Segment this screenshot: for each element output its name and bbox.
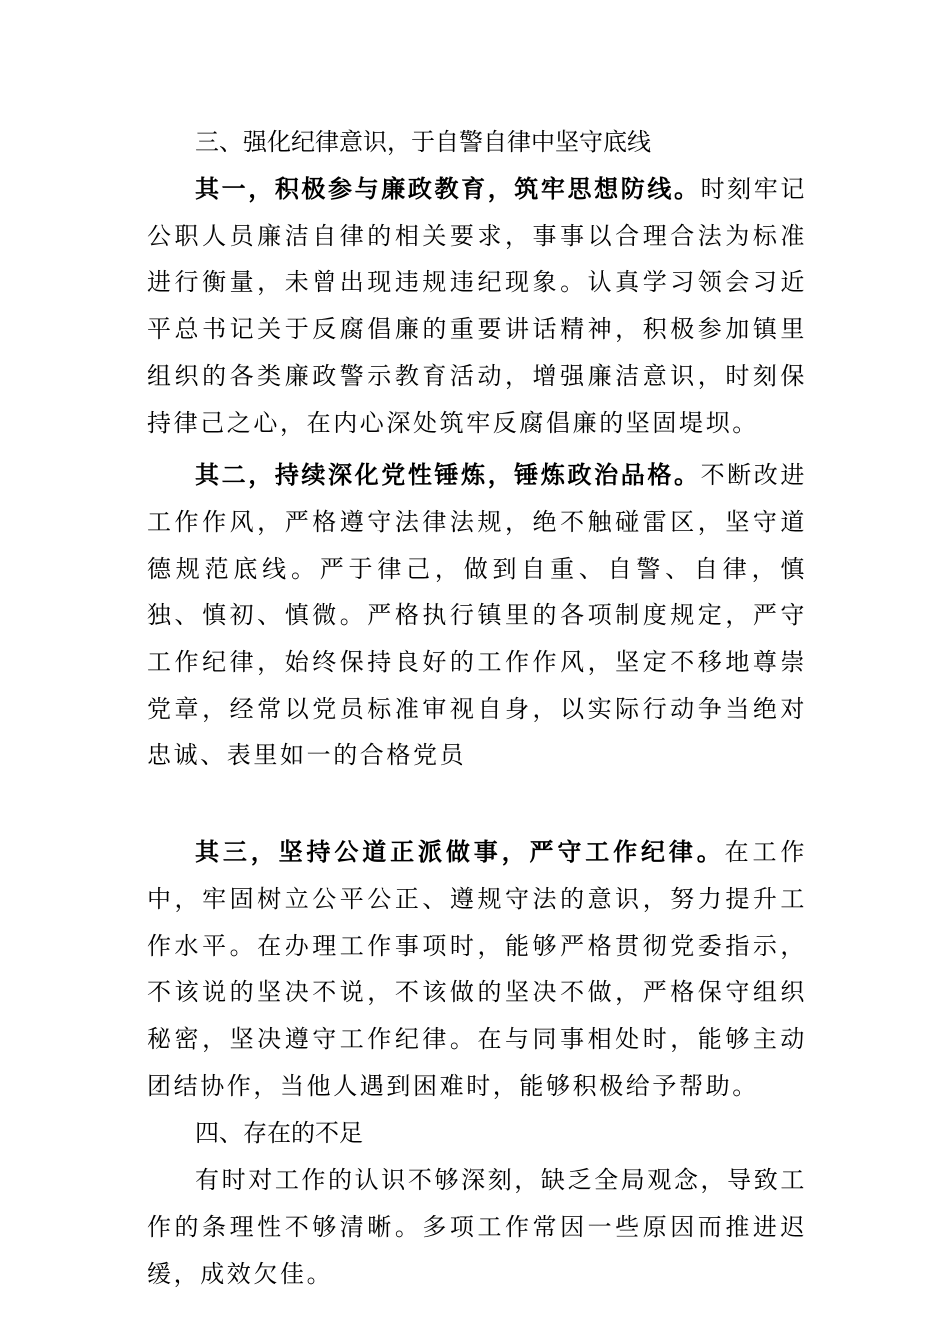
paragraph-3-body: 在工作中，牢固树立公平公正、遵规守法的意识，努力提升工作水平。在办理工作事项时，能够严格贯彻党委指示，不该说的坚决不说，不该做的坚决不做，严格保守组织秘密，坚决遵守工作纪律。在与同事相处时，能够主动团结协作，当他人遇到困难时，能够积极给予帮助。	[147, 838, 807, 1100]
document-body	[147, 118, 807, 1297]
paragraph-3-lead: 其三，坚持公道正派做事，严守工作纪律。	[195, 838, 725, 867]
paragraph-1-body: 时刻牢记公职人员廉洁自律的相关要求，事事以合理合法为标准进行衡量，未曾出现违规违纪现象。认真学习领会习近平总书记关于反腐倡廉的重要讲话精神，积极参加镇里组织的各类廉政警示教育活动，增强廉洁意识，时刻保持律己之心，在内心深处筑牢反腐倡廉的坚固堤坝。	[147, 175, 807, 437]
paragraph-3	[147, 829, 807, 1109]
paragraph-2-body: 不断改进工作作风，严格遵守法律法规，绝不触碰雷区，坚守道德规范底线。严于律己，做到自重、自警、自律，慎独、慎初、慎微。严格执行镇里的各项制度规定，严守工作纪律，始终保持良好的工作作风，坚定不移地尊崇党章，经常以党员标准审视自身，以实际行动争当绝对忠诚、表里如一的合格党员	[147, 461, 807, 770]
section-heading-4: 四、存在的不足	[195, 1119, 363, 1148]
paragraph-spacer	[147, 779, 807, 829]
paragraph-4: 有时对工作的认识不够深刻，缺乏全局观念，导致工作的条理性不够清晰。多项工作常因一些原因而推进迟缓，成效欠佳。	[147, 1166, 807, 1288]
paragraph-1-lead: 其一，积极参与廉政教育，筑牢思想防线。	[195, 175, 701, 203]
section-heading-3: 三、强化纪律意识，于自警自律中坚守底线	[195, 128, 651, 156]
paragraph-1	[147, 166, 807, 446]
paragraph-2	[147, 452, 807, 779]
paragraph-2-lead: 其二，持续深化党性锤炼，锤炼政治品格。	[195, 461, 701, 490]
